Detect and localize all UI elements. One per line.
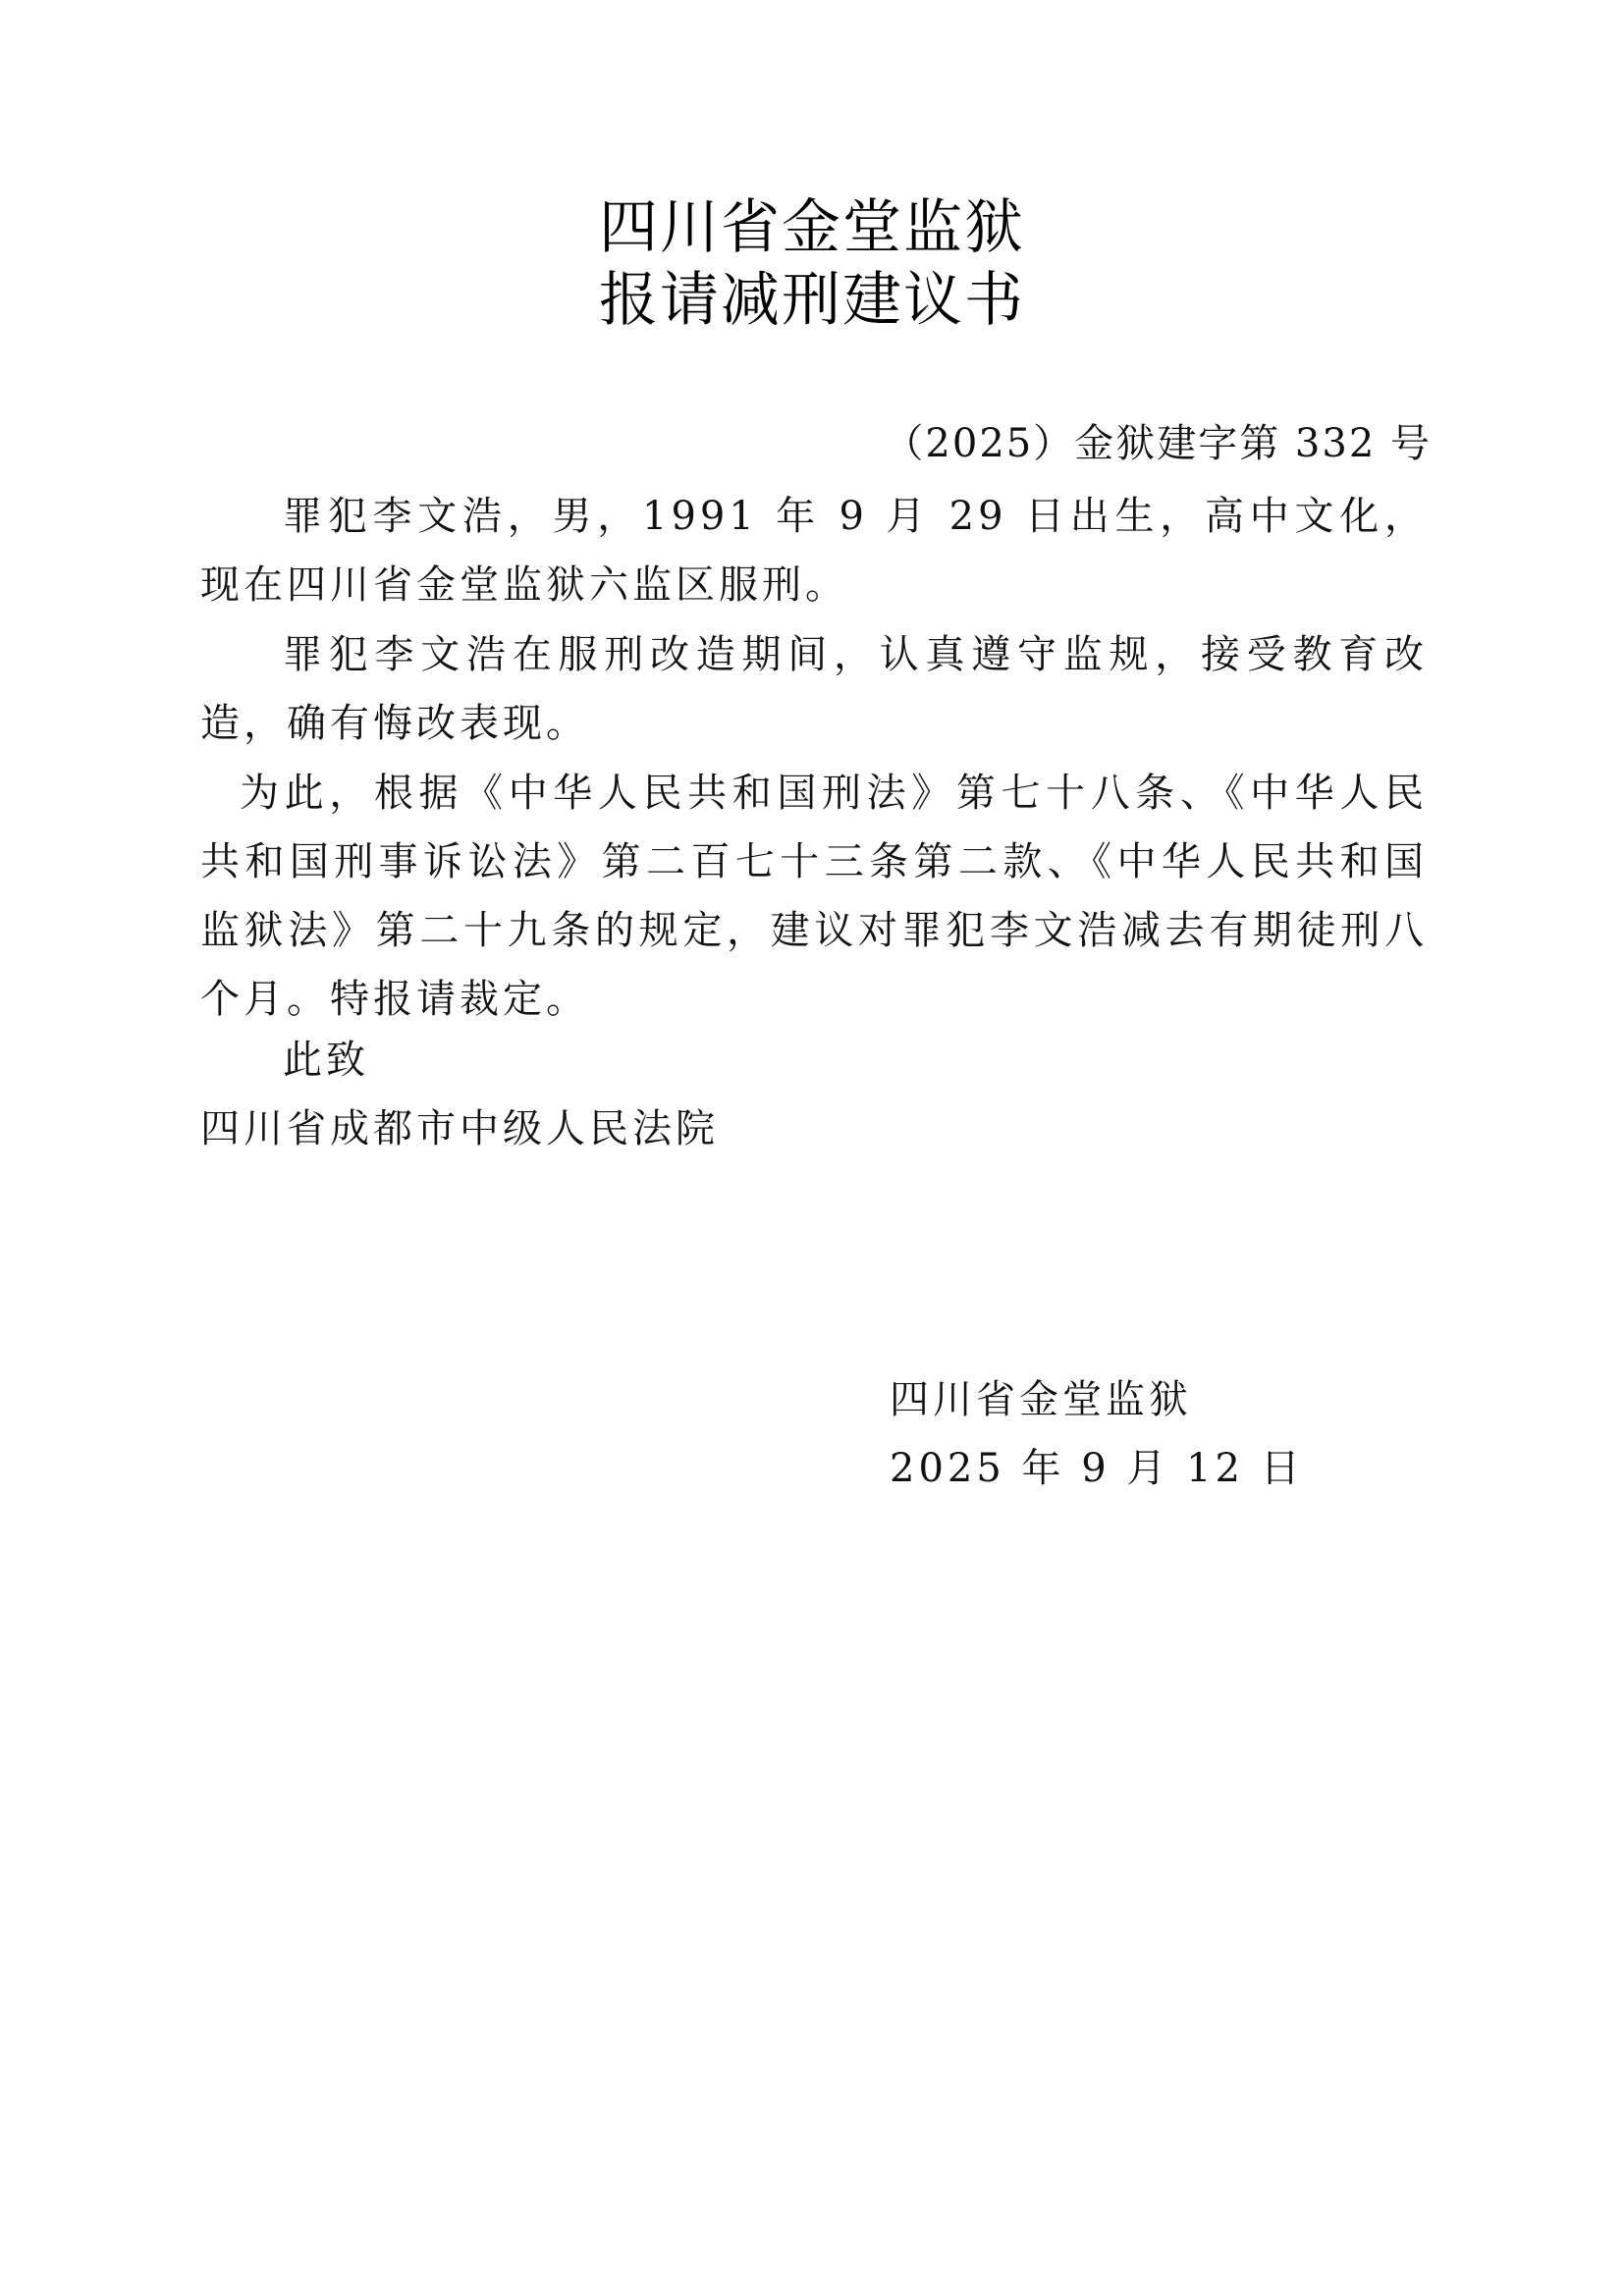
document-title-line2: 报请减刑建议书: [599, 266, 1025, 335]
signature-organization: 四川省金堂监狱: [890, 1377, 1192, 1422]
addressee: 四川省成都市中级人民法院: [200, 1106, 719, 1151]
body-paragraph-1: 罪犯李文浩，男，1991 年 9 月 29 日出生，高中文化，现在四川省金堂监狱六监区服刑。: [200, 494, 1428, 608]
salutation: 此致: [283, 1038, 369, 1083]
body-paragraph-3: 为此，根据《中华人民共和国刑法》第七十八条、《中华人民共和国刑事诉讼法》第二百七十三条第二款、《中华人民共和国监狱法》第二十九条的规定，建议对罪犯李文浩减去有期徒刑八个月。特报请裁定。: [200, 771, 1428, 1022]
document-number: （2025）金狱建字第 332 号: [884, 421, 1432, 466]
document-title-line1: 四川省金堂监狱: [599, 193, 1025, 262]
signature-date: 2025 年 9 月 12 日: [890, 1446, 1304, 1491]
body-paragraph-2: 罪犯李文浩在服刑改造期间，认真遵守监规，接受教育改造，确有悔改表现。: [200, 632, 1428, 746]
